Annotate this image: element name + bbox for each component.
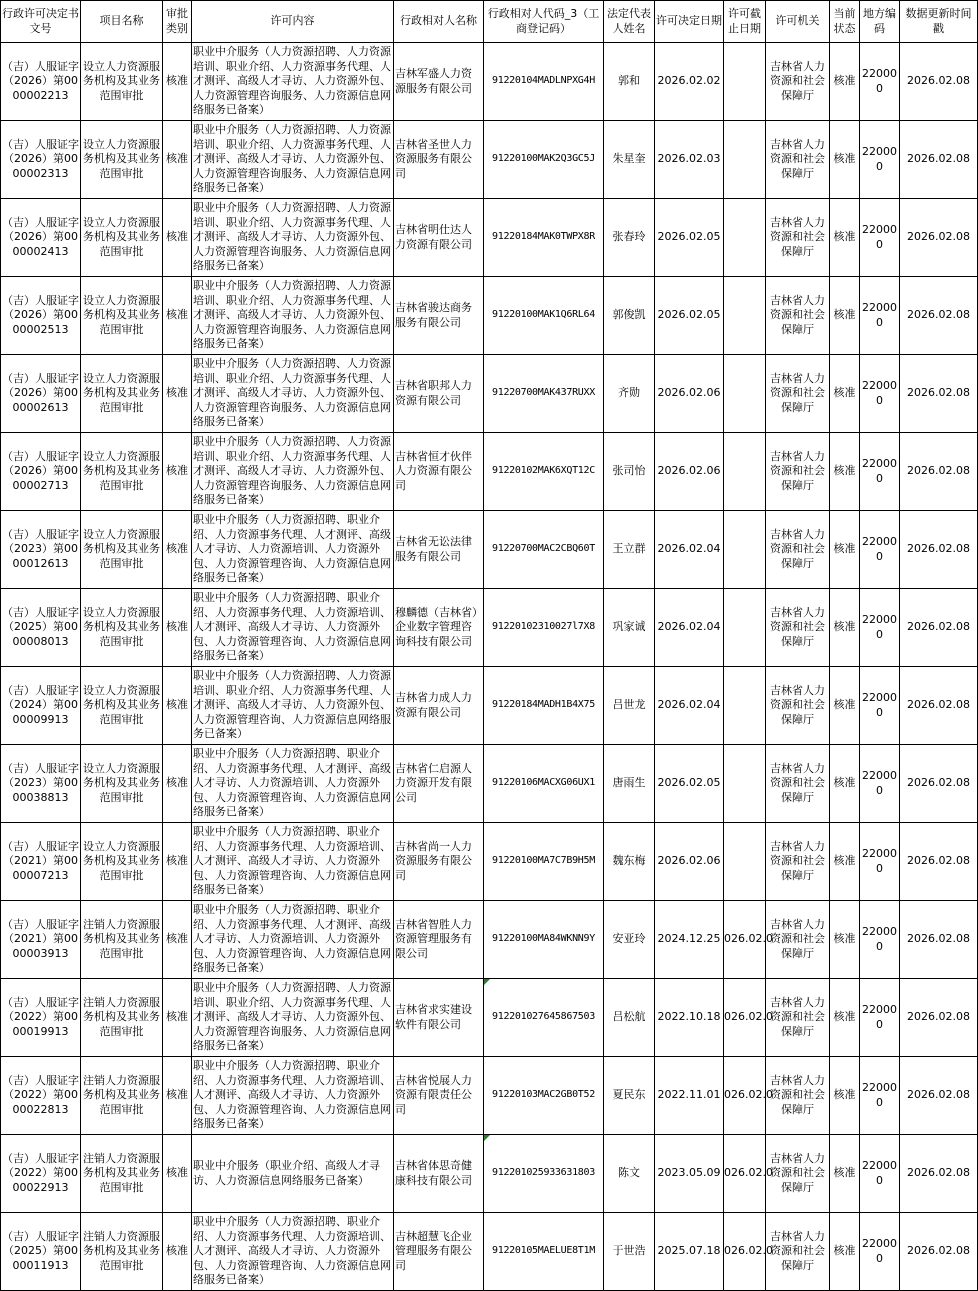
cell-region: 220000 <box>860 121 900 199</box>
cell-expiry-date <box>724 199 766 277</box>
cell-status: 核准 <box>830 823 860 901</box>
cell-updated: 2026.02.08 <box>900 121 978 199</box>
cell-category: 核准 <box>163 121 192 199</box>
cell-category: 核准 <box>163 1057 192 1135</box>
cell-party-code: 91220100MA84WKNN9Y <box>484 901 604 979</box>
col-header-status: 当前状态 <box>830 1 860 43</box>
cell-status: 核准 <box>830 277 860 355</box>
table-row <box>1 667 978 745</box>
cell-category: 核准 <box>163 745 192 823</box>
cell-updated: 2026.02.08 <box>900 1135 978 1213</box>
cell-region: 220000 <box>860 43 900 121</box>
cell-region: 220000 <box>860 823 900 901</box>
cell-content: 职业中介服务（人力资源招聘、职业介绍、人力资源事务代理、人力资源培训、人才测评、高级人才寻访、人力资源外包、人力资源管理咨询、人力资源信息网络服务已备案） <box>192 823 394 901</box>
table-row <box>1 199 978 277</box>
cell-doc-no: （吉）人服证字（2024）第0000009913 <box>1 667 81 745</box>
cell-party-code: 91220700MAC2CBQ60T <box>484 511 604 589</box>
col-header-authority: 许可机关 <box>766 1 830 43</box>
cell-category: 核准 <box>163 901 192 979</box>
cell-content: 职业中介服务（人力资源招聘、人力资源培训、职业介绍、人力资源事务代理、人才测评、高级人才寻访、人力资源外包、人力资源管理咨询、人力资源信息网络服务已备案） <box>192 667 394 745</box>
cell-project: 设立人力资源服务机构及其业务范围审批 <box>81 355 163 433</box>
cell-project: 设立人力资源服务机构及其业务范围审批 <box>81 745 163 823</box>
cell-authority: 吉林省人力资源和社会保障厅 <box>766 823 830 901</box>
cell-party-name: 吉林超慧飞企业管理服务有限公司 <box>394 1213 484 1291</box>
cell-updated: 2026.02.08 <box>900 823 978 901</box>
cell-category: 核准 <box>163 823 192 901</box>
cell-decision-date: 2026.02.03 <box>655 121 724 199</box>
cell-party-name: 吉林省职邦人力资源有限公司 <box>394 355 484 433</box>
cell-decision-date: 2023.05.09 <box>655 1135 724 1213</box>
cell-party-code: 91220100MAK1Q6RL64 <box>484 277 604 355</box>
cell-legal-rep: 朱星奎 <box>604 121 655 199</box>
cell-authority: 吉林省人力资源和社会保障厅 <box>766 433 830 511</box>
cell-content: 职业中介服务（人力资源招聘、职业介绍、人力资源事务代理、人才测评、高级人才寻访、人力资源培训、人力资源外包、人力资源管理咨询、人力资源信息网络服务已备案） <box>192 511 394 589</box>
cell-region: 220000 <box>860 1135 900 1213</box>
cell-region: 220000 <box>860 433 900 511</box>
cell-status: 核准 <box>830 1057 860 1135</box>
cell-expiry-date <box>724 277 766 355</box>
cell-updated: 2026.02.08 <box>900 43 978 121</box>
cell-legal-rep: 魏东梅 <box>604 823 655 901</box>
cell-status: 核准 <box>830 511 860 589</box>
table-header <box>1 1 978 43</box>
col-header-party-name: 行政相对人名称 <box>394 1 484 43</box>
cell-decision-date: 2024.12.25 <box>655 901 724 979</box>
cell-party-name: 吉林省无讼法律服务有限公司 <box>394 511 484 589</box>
cell-doc-no: （吉）人服证字（2021）第0000007213 <box>1 823 81 901</box>
cell-region: 220000 <box>860 979 900 1057</box>
cell-category: 核准 <box>163 667 192 745</box>
cell-updated: 2026.02.08 <box>900 745 978 823</box>
col-header-legal-rep: 法定代表人姓名 <box>604 1 655 43</box>
cell-authority: 吉林省人力资源和社会保障厅 <box>766 1213 830 1291</box>
cell-content: 职业中介服务（人力资源招聘、人力资源培训、职业介绍、人力资源事务代理、人才测评、高级人才寻访、人力资源外包、人力资源管理咨询服务、人力资源信息网络服务已备案） <box>192 121 394 199</box>
cell-doc-no: （吉）人服证字（2022）第0000022913 <box>1 1135 81 1213</box>
cell-expiry-date: 026.02.0 <box>724 1135 766 1213</box>
cell-updated: 2026.02.08 <box>900 277 978 355</box>
cell-authority: 吉林省人力资源和社会保障厅 <box>766 1135 830 1213</box>
cell-doc-no: （吉）人服证字（2026）第0000002313 <box>1 121 81 199</box>
cell-region: 220000 <box>860 667 900 745</box>
cell-expiry-date <box>724 43 766 121</box>
cell-doc-no: （吉）人服证字（2021）第0000003913 <box>1 901 81 979</box>
cell-legal-rep: 王立群 <box>604 511 655 589</box>
cell-project: 注销人力资源服务机构及其业务范围审批 <box>81 1135 163 1213</box>
cell-status: 核准 <box>830 901 860 979</box>
cell-updated: 2026.02.08 <box>900 1057 978 1135</box>
col-header-project: 项目名称 <box>81 1 163 43</box>
cell-doc-no: （吉）人服证字（2023）第0000038813 <box>1 745 81 823</box>
cell-region: 220000 <box>860 589 900 667</box>
cell-region: 220000 <box>860 199 900 277</box>
cell-party-code: 912201027645867503 <box>484 979 604 1057</box>
table-row <box>1 355 978 433</box>
table-row <box>1 121 978 199</box>
cell-expiry-date <box>724 121 766 199</box>
cell-authority: 吉林省人力资源和社会保障厅 <box>766 589 830 667</box>
cell-legal-rep: 唐雨生 <box>604 745 655 823</box>
cell-status: 核准 <box>830 667 860 745</box>
cell-status: 核准 <box>830 43 860 121</box>
cell-party-name: 吉林省明仕达人力资源有限公司 <box>394 199 484 277</box>
col-header-content: 许可内容 <box>192 1 394 43</box>
cell-content: 职业中介服务（人力资源招聘、职业介绍、人力资源事务代理、人力资源培训、人才测评、高级人才寻访、人力资源外包、人力资源管理咨询、人力资源信息网络服务已备案） <box>192 589 394 667</box>
cell-decision-date: 2025.07.18 <box>655 1213 724 1291</box>
cell-region: 220000 <box>860 511 900 589</box>
cell-status: 核准 <box>830 121 860 199</box>
cell-project: 设立人力资源服务机构及其业务范围审批 <box>81 667 163 745</box>
cell-category: 核准 <box>163 433 192 511</box>
cell-content: 职业中介服务（人力资源招聘、人力资源培训、职业介绍、人力资源事务代理、人才测评、高级人才寻访、人力资源外包、人力资源管理咨询服务、人力资源信息网络服务已备案） <box>192 979 394 1057</box>
cell-project: 注销人力资源服务机构及其业务范围审批 <box>81 979 163 1057</box>
table-row <box>1 43 978 121</box>
cell-legal-rep: 齐勋 <box>604 355 655 433</box>
cell-project: 设立人力资源服务机构及其业务范围审批 <box>81 433 163 511</box>
cell-status: 核准 <box>830 745 860 823</box>
cell-expiry-date <box>724 667 766 745</box>
cell-content: 职业中介服务（人力资源招聘、人力资源培训、职业介绍、人力资源事务代理、人才测评、高级人才寻访、人力资源外包、人力资源管理咨询服务、人力资源信息网络服务已备案） <box>192 355 394 433</box>
cell-doc-no: （吉）人服证字（2022）第0000019913 <box>1 979 81 1057</box>
cell-status: 核准 <box>830 589 860 667</box>
cell-expiry-date <box>724 745 766 823</box>
cell-decision-date: 2026.02.05 <box>655 277 724 355</box>
cell-content: 职业中介服务（人力资源招聘、职业介绍、人力资源事务代理、人才测评、高级人才寻访、人力资源培训、人力资源外包、人力资源管理咨询、人力资源信息网络服务已备案） <box>192 745 394 823</box>
cell-party-code: 91220184MADH1B4X75 <box>484 667 604 745</box>
cell-expiry-date: 026.02.0 <box>724 901 766 979</box>
cell-legal-rep: 吕世龙 <box>604 667 655 745</box>
cell-content: 职业中介服务（人力资源招聘、职业介绍、人力资源事务代理、人才测评、高级人才寻访、人力资源培训、人力资源外包、人力资源管理咨询、人力资源信息网络服务已备案） <box>192 901 394 979</box>
table-row <box>1 745 978 823</box>
cell-authority: 吉林省人力资源和社会保障厅 <box>766 121 830 199</box>
cell-doc-no: （吉）人服证字（2025）第0000011913 <box>1 1213 81 1291</box>
cell-authority: 吉林省人力资源和社会保障厅 <box>766 511 830 589</box>
col-header-party-code: 行政相对人代码_3（工商登记码） <box>484 1 604 43</box>
cell-legal-rep: 张司怡 <box>604 433 655 511</box>
cell-party-code: 91220184MAK0TWPX8R <box>484 199 604 277</box>
cell-party-code: 91220100MAK2Q3GC5J <box>484 121 604 199</box>
cell-authority: 吉林省人力资源和社会保障厅 <box>766 745 830 823</box>
col-header-updated: 数据更新时间戳 <box>900 1 978 43</box>
cell-decision-date: 2022.10.18 <box>655 979 724 1057</box>
cell-doc-no: （吉）人服证字（2026）第0000002413 <box>1 199 81 277</box>
cell-decision-date: 2026.02.02 <box>655 43 724 121</box>
header-row <box>1 1 978 43</box>
cell-updated: 2026.02.08 <box>900 433 978 511</box>
cell-party-name: 吉林省智胜人力资源管理服务有限公司 <box>394 901 484 979</box>
cell-party-code: 91220103MAC2GB0T52 <box>484 1057 604 1135</box>
cell-expiry-date <box>724 433 766 511</box>
table-row <box>1 823 978 901</box>
cell-updated: 2026.02.08 <box>900 1213 978 1291</box>
cell-decision-date: 2026.02.05 <box>655 199 724 277</box>
cell-status: 核准 <box>830 433 860 511</box>
cell-doc-no: （吉）人服证字（2023）第0000012613 <box>1 511 81 589</box>
cell-status: 核准 <box>830 979 860 1057</box>
cell-project: 注销人力资源服务机构及其业务范围审批 <box>81 1057 163 1135</box>
cell-category: 核准 <box>163 199 192 277</box>
cell-legal-rep: 郭俊凯 <box>604 277 655 355</box>
cell-party-code: 91220102310027l7X8 <box>484 589 604 667</box>
cell-party-code: 91220105MAELUE8T1M <box>484 1213 604 1291</box>
table-row <box>1 277 978 355</box>
table-row <box>1 511 978 589</box>
cell-content: 职业中介服务（人力资源招聘、人力资源培训、职业介绍、人力资源事务代理、人才测评、高级人才寻访、人力资源外包、人力资源管理咨询服务、人力资源信息网络服务已备案） <box>192 277 394 355</box>
cell-party-name: 吉林军盛人力资源服务有限公司 <box>394 43 484 121</box>
cell-expiry-date: 026.02.0 <box>724 979 766 1057</box>
cell-status: 核准 <box>830 1213 860 1291</box>
cell-updated: 2026.02.08 <box>900 589 978 667</box>
cell-doc-no: （吉）人服证字（2026）第0000002513 <box>1 277 81 355</box>
cell-doc-no: （吉）人服证字（2026）第0000002713 <box>1 433 81 511</box>
table-row <box>1 1213 978 1291</box>
cell-project: 设立人力资源服务机构及其业务范围审批 <box>81 277 163 355</box>
cell-category: 核准 <box>163 277 192 355</box>
col-header-doc-no: 行政许可决定书文号 <box>1 1 81 43</box>
cell-legal-rep: 张春玲 <box>604 199 655 277</box>
cell-party-code: 912201025933631803 <box>484 1135 604 1213</box>
cell-expiry-date: 026.02.0 <box>724 1057 766 1135</box>
cell-region: 220000 <box>860 1213 900 1291</box>
cell-legal-rep: 安亚玲 <box>604 901 655 979</box>
cell-updated: 2026.02.08 <box>900 511 978 589</box>
cell-updated: 2026.02.08 <box>900 901 978 979</box>
cell-doc-no: （吉）人服证字（2022）第0000022813 <box>1 1057 81 1135</box>
cell-status: 核准 <box>830 1135 860 1213</box>
cell-category: 核准 <box>163 979 192 1057</box>
cell-content: 职业中介服务（人力资源招聘、职业介绍、人力资源事务代理、人力资源培训、人才测评、高级人才寻访、人力资源外包、人力资源管理咨询、人力资源信息网络服务已备案） <box>192 1213 394 1291</box>
table-row <box>1 1135 978 1213</box>
cell-updated: 2026.02.08 <box>900 199 978 277</box>
cell-legal-rep: 陈文 <box>604 1135 655 1213</box>
cell-party-code: 91220700MAK437RUXX <box>484 355 604 433</box>
cell-expiry-date <box>724 589 766 667</box>
cell-content: 职业中介服务（职业介绍、高级人才寻访、人力资源信息网络服务已备案） <box>192 1135 394 1213</box>
cell-decision-date: 2026.02.04 <box>655 589 724 667</box>
table-row <box>1 589 978 667</box>
cell-party-name: 吉林省求实建设软件有限公司 <box>394 979 484 1057</box>
cell-party-code: 91220100MA7C7B9H5M <box>484 823 604 901</box>
cell-decision-date: 2026.02.06 <box>655 433 724 511</box>
col-header-expiry-date: 许可截止日期 <box>724 1 766 43</box>
cell-expiry-date <box>724 355 766 433</box>
cell-legal-rep: 吕松航 <box>604 979 655 1057</box>
cell-party-code: 91220106MACXG06UX1 <box>484 745 604 823</box>
cell-authority: 吉林省人力资源和社会保障厅 <box>766 901 830 979</box>
cell-content: 职业中介服务（人力资源招聘、职业介绍、人力资源事务代理、人力资源培训、人才测评、高级人才寻访、人力资源外包、人力资源管理咨询、人力资源信息网络服务已备案） <box>192 1057 394 1135</box>
cell-project: 设立人力资源服务机构及其业务范围审批 <box>81 589 163 667</box>
cell-region: 220000 <box>860 745 900 823</box>
table-row <box>1 979 978 1057</box>
cell-category: 核准 <box>163 1135 192 1213</box>
table-row <box>1 433 978 511</box>
cell-expiry-date <box>724 823 766 901</box>
cell-doc-no: （吉）人服证字（2026）第0000002213 <box>1 43 81 121</box>
cell-party-name: 吉林省恒才伙伴人力资源有限公司 <box>394 433 484 511</box>
cell-decision-date: 2026.02.06 <box>655 823 724 901</box>
cell-content: 职业中介服务（人力资源招聘、人力资源培训、职业介绍、人力资源事务代理、人才测评、高级人才寻访、人力资源外包、人力资源管理咨询服务、人力资源信息网络服务已备案） <box>192 433 394 511</box>
cell-project: 设立人力资源服务机构及其业务范围审批 <box>81 823 163 901</box>
cell-decision-date: 2026.02.04 <box>655 511 724 589</box>
cell-decision-date: 2022.11.01 <box>655 1057 724 1135</box>
cell-party-code: 91220104MADLNPXG4H <box>484 43 604 121</box>
cell-party-name: 吉林省骏达商务服务有限公司 <box>394 277 484 355</box>
cell-project: 注销人力资源服务机构及其业务范围审批 <box>81 901 163 979</box>
col-header-decision-date: 许可决定日期 <box>655 1 724 43</box>
cell-authority: 吉林省人力资源和社会保障厅 <box>766 199 830 277</box>
table-row <box>1 1057 978 1135</box>
cell-content: 职业中介服务（人力资源招聘、人力资源培训、职业介绍、人力资源事务代理、人才测评、高级人才寻访、人力资源外包、人力资源管理咨询服务、人力资源信息网络服务已备案） <box>192 43 394 121</box>
cell-project: 设立人力资源服务机构及其业务范围审批 <box>81 511 163 589</box>
cell-doc-no: （吉）人服证字（2025）第0000008013 <box>1 589 81 667</box>
cell-legal-rep: 夏民东 <box>604 1057 655 1135</box>
cell-party-name: 穆麟德（吉林省）企业数字管理咨询科技有限公司 <box>394 589 484 667</box>
cell-decision-date: 2026.02.06 <box>655 355 724 433</box>
cell-category: 核准 <box>163 43 192 121</box>
cell-doc-no: （吉）人服证字（2026）第0000002613 <box>1 355 81 433</box>
cell-content: 职业中介服务（人力资源招聘、人力资源培训、职业介绍、人力资源事务代理、人才测评、高级人才寻访、人力资源外包、人力资源管理咨询服务、人力资源信息网络服务已备案） <box>192 199 394 277</box>
cell-legal-rep: 于世浩 <box>604 1213 655 1291</box>
cell-authority: 吉林省人力资源和社会保障厅 <box>766 277 830 355</box>
col-header-region: 地方编码 <box>860 1 900 43</box>
cell-updated: 2026.02.08 <box>900 667 978 745</box>
table-body <box>1 43 978 1291</box>
cell-authority: 吉林省人力资源和社会保障厅 <box>766 43 830 121</box>
table-row <box>1 901 978 979</box>
cell-expiry-date <box>724 511 766 589</box>
cell-region: 220000 <box>860 901 900 979</box>
cell-party-name: 吉林省圣世人力资源服务有限公司 <box>394 121 484 199</box>
cell-region: 220000 <box>860 277 900 355</box>
cell-party-name: 吉林省悦展人力资源有限责任公司 <box>394 1057 484 1135</box>
cell-category: 核准 <box>163 355 192 433</box>
cell-category: 核准 <box>163 511 192 589</box>
cell-party-name: 吉林省仁启源人力资源开发有限公司 <box>394 745 484 823</box>
cell-party-code: 91220102MAK6XQT12C <box>484 433 604 511</box>
cell-project: 设立人力资源服务机构及其业务范围审批 <box>81 199 163 277</box>
cell-updated: 2026.02.08 <box>900 979 978 1057</box>
cell-status: 核准 <box>830 199 860 277</box>
cell-legal-rep: 巩家诚 <box>604 589 655 667</box>
cell-authority: 吉林省人力资源和社会保障厅 <box>766 979 830 1057</box>
cell-decision-date: 2026.02.05 <box>655 745 724 823</box>
cell-decision-date: 2026.02.04 <box>655 667 724 745</box>
cell-project: 注销人力资源服务机构及其业务范围审批 <box>81 1213 163 1291</box>
cell-legal-rep: 郭和 <box>604 43 655 121</box>
cell-expiry-date: 026.02.0 <box>724 1213 766 1291</box>
col-header-category: 审批类别 <box>163 1 192 43</box>
cell-authority: 吉林省人力资源和社会保障厅 <box>766 667 830 745</box>
cell-status: 核准 <box>830 355 860 433</box>
cell-region: 220000 <box>860 1057 900 1135</box>
cell-category: 核准 <box>163 1213 192 1291</box>
cell-updated: 2026.02.08 <box>900 355 978 433</box>
cell-project: 设立人力资源服务机构及其业务范围审批 <box>81 43 163 121</box>
cell-party-name: 吉林省尚一人力资源服务有限公司 <box>394 823 484 901</box>
cell-party-name: 吉林省体思奇健康科技有限公司 <box>394 1135 484 1213</box>
cell-project: 设立人力资源服务机构及其业务范围审批 <box>81 121 163 199</box>
cell-party-name: 吉林省力成人力资源有限公司 <box>394 667 484 745</box>
cell-region: 220000 <box>860 355 900 433</box>
cell-authority: 吉林省人力资源和社会保障厅 <box>766 355 830 433</box>
cell-authority: 吉林省人力资源和社会保障厅 <box>766 1057 830 1135</box>
cell-category: 核准 <box>163 589 192 667</box>
